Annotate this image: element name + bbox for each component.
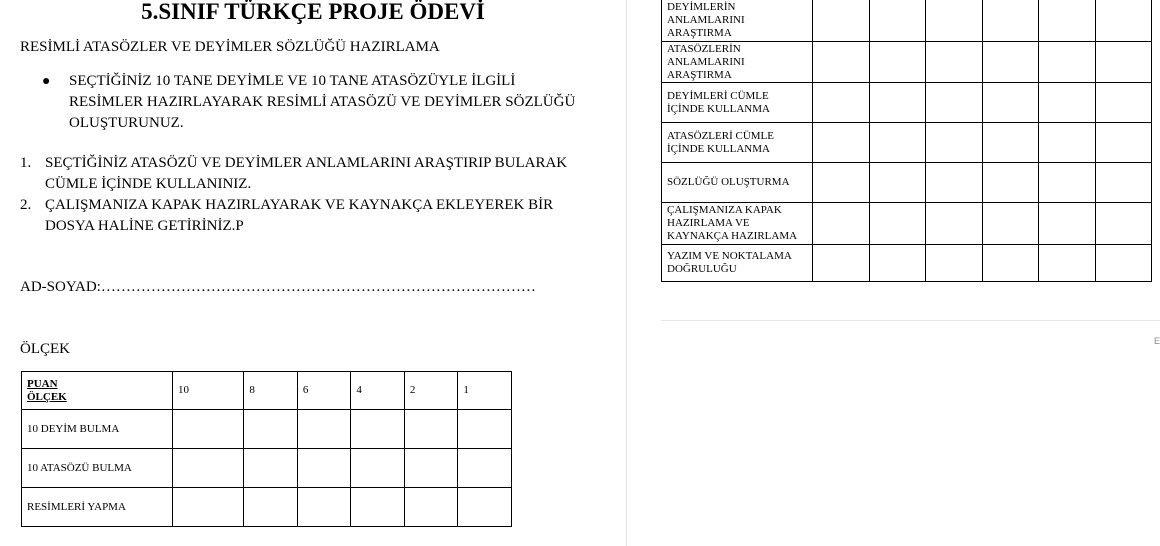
document-title: 5.SINIF TÜRKÇE PROJE ÖDEVİ — [141, 0, 485, 24]
score-cell — [926, 123, 983, 163]
score-cell — [173, 488, 244, 527]
score-cell — [351, 410, 405, 449]
score-cell — [982, 203, 1039, 245]
score-cell — [351, 488, 405, 527]
score-cell — [982, 0, 1039, 42]
score-cell — [869, 245, 926, 282]
criterion-cell: DEYİMLERİ CÜMLE İÇİNDE KULLANMA — [662, 83, 813, 123]
score-cell — [1039, 245, 1096, 282]
header-points-label: PUAN — [27, 377, 58, 390]
criterion-cell: YAZIM VE NOKTALAMA DOĞRULUĞU — [662, 245, 813, 282]
score-cell — [1039, 83, 1096, 123]
score-cell — [1095, 83, 1152, 123]
score-cell — [813, 245, 870, 282]
score-cell — [458, 410, 512, 449]
score-cell — [813, 163, 870, 203]
score-cell — [404, 488, 458, 527]
table-row — [662, 123, 1152, 163]
header-scale-label: ÖLÇEK — [27, 390, 67, 403]
score-cell — [1095, 163, 1152, 203]
score-cell — [244, 488, 298, 527]
score-cell — [404, 410, 458, 449]
score-cell — [869, 83, 926, 123]
score-cell — [813, 123, 870, 163]
score-cell — [458, 449, 512, 488]
table-row — [22, 449, 512, 488]
criterion-cell: SÖZLÜĞÜ OLUŞTURMA — [662, 163, 813, 203]
table-header-row — [22, 372, 512, 410]
score-cell — [926, 245, 983, 282]
criterion-cell: RESİMLERİ YAPMA — [22, 488, 173, 527]
score-cell — [1095, 245, 1152, 282]
scoring-table-left — [21, 371, 512, 527]
score-cell — [813, 42, 870, 83]
score-cell — [869, 42, 926, 83]
header-label-cell — [22, 372, 173, 410]
score-header-cell: 8 — [244, 372, 298, 410]
score-header-cell: 10 — [173, 372, 244, 410]
scale-heading: ÖLÇEK — [20, 341, 70, 357]
item-text: SEÇTİĞİNİZ ATASÖZÜ VE DEYİMLER ANLAMLARINI ARAŞTIRIP BULARAK CÜMLE İÇİNDE KULLANINIZ. — [45, 155, 568, 192]
bullet-item — [42, 71, 582, 134]
score-cell — [1095, 0, 1152, 42]
score-cell — [297, 410, 351, 449]
score-cell — [926, 42, 983, 83]
score-cell — [173, 410, 244, 449]
criterion-cell: 10 DEYİM BULMA — [22, 410, 173, 449]
page-footer-rule — [661, 320, 1160, 321]
score-cell — [458, 488, 512, 527]
table-row — [662, 163, 1152, 203]
criterion-cell: ATASÖZLERİ CÜMLE İÇİNDE KULLANMA — [662, 123, 813, 163]
score-header-cell: 6 — [297, 372, 351, 410]
score-cell — [1039, 163, 1096, 203]
numbered-item-1 — [20, 153, 580, 195]
criterion-cell: ATASÖZLERİN ANLAMLARINI ARAŞTIRMA — [662, 42, 813, 83]
score-cell — [982, 42, 1039, 83]
score-cell — [1039, 203, 1096, 245]
score-cell — [926, 163, 983, 203]
score-cell — [1095, 123, 1152, 163]
score-cell — [982, 245, 1039, 282]
table-row — [662, 42, 1152, 83]
corner-mark: E — [1154, 336, 1160, 346]
score-cell — [297, 488, 351, 527]
table-row — [662, 245, 1152, 282]
score-header-cell: 2 — [404, 372, 458, 410]
bullet-text: SEÇTİĞİNİZ 10 TANE DEYİMLE VE 10 TANE ATASÖZÜYLE İLGİLİ RESİMLER HAZIRLAYARAK RESİMLİ ATASÖZÜ VE DEYİMLER SÖZLÜĞÜ OLUŞTURUNUZ. — [69, 73, 576, 131]
criterion-cell: DEYİMLERİN ANLAMLARINI ARAŞTIRMA — [662, 0, 813, 42]
name-field-line: AD-SOYAD:…………………………………………………………………………… — [20, 279, 536, 295]
score-cell — [982, 163, 1039, 203]
score-cell — [1095, 203, 1152, 245]
score-cell — [869, 203, 926, 245]
table-row — [662, 203, 1152, 245]
score-cell — [404, 449, 458, 488]
score-cell — [869, 0, 926, 42]
table-row — [662, 0, 1152, 42]
score-cell — [173, 449, 244, 488]
table-row — [662, 83, 1152, 123]
score-cell — [982, 83, 1039, 123]
score-cell — [1095, 42, 1152, 83]
item-number: 1. — [20, 155, 32, 171]
score-cell — [244, 449, 298, 488]
scoring-table-right — [661, 0, 1152, 282]
score-cell — [297, 449, 351, 488]
score-cell — [982, 123, 1039, 163]
score-header-cell: 1 — [458, 372, 512, 410]
score-cell — [926, 0, 983, 42]
score-cell — [244, 410, 298, 449]
score-cell — [869, 123, 926, 163]
table-row — [22, 488, 512, 527]
score-cell — [1039, 0, 1096, 42]
numbered-item-2 — [20, 195, 580, 237]
bullet-dot-icon: ● — [42, 74, 51, 89]
item-number: 2. — [20, 197, 32, 213]
score-cell — [813, 83, 870, 123]
score-cell — [869, 163, 926, 203]
score-cell — [1039, 42, 1096, 83]
score-cell — [926, 203, 983, 245]
score-header-cell: 4 — [351, 372, 405, 410]
score-cell — [813, 0, 870, 42]
criterion-cell: ÇALIŞMANIZA KAPAK HAZIRLAMA VE KAYNAKÇA HAZIRLAMA — [662, 203, 813, 245]
score-cell — [813, 203, 870, 245]
item-text: ÇALIŞMANIZA KAPAK HAZIRLAYARAK VE KAYNAKÇA EKLEYEREK BİR DOSYA HALİNE GETİRİNİZ.P — [45, 197, 554, 234]
document-subtitle: RESİMLİ ATASÖZLER VE DEYİMLER SÖZLÜĞÜ HAZIRLAMA — [20, 39, 440, 55]
score-cell — [926, 83, 983, 123]
score-cell — [351, 449, 405, 488]
table-row — [22, 410, 512, 449]
score-cell — [1039, 123, 1096, 163]
criterion-cell: 10 ATASÖZÜ BULMA — [22, 449, 173, 488]
